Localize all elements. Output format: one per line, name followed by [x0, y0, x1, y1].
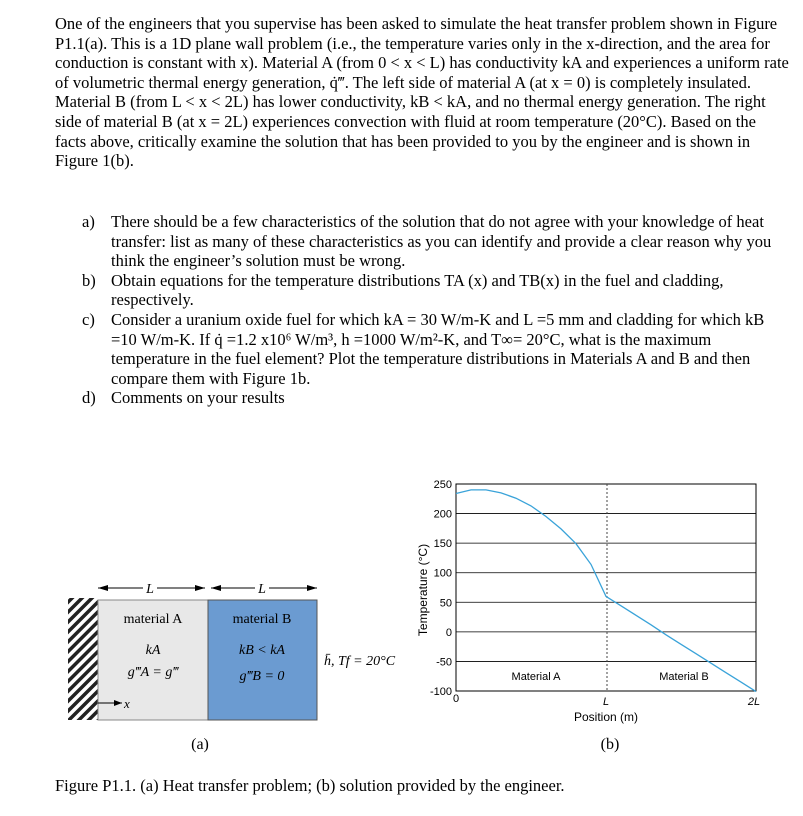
question-text: There should be a few characteristics of the solution that do not agree with your knowledge of heat transfer: list as many of these characteristics as you can identify and provide a clear reason why you think the engineer’s solution must be wrong. — [111, 212, 772, 271]
y-tick-label: -50 — [436, 656, 452, 669]
question-label: a) — [82, 212, 95, 231]
k-a-label: kA — [145, 643, 161, 658]
y-tick-label: 50 — [439, 597, 452, 610]
region-label-b: Material B — [659, 671, 709, 683]
question-label: d) — [82, 388, 96, 408]
panel-label-a: (a) — [191, 736, 209, 753]
material-a-label: material A — [123, 612, 183, 627]
x-tick-label: 2L — [747, 696, 761, 708]
x-tick-label: L — [602, 696, 610, 708]
question-item — [82, 310, 788, 388]
plot-frame — [456, 484, 756, 691]
x-axis-ticks — [453, 693, 760, 708]
convection-label: h̄, Tf = 20°C — [324, 654, 396, 669]
x-tick-label: 0 — [452, 693, 460, 705]
insulated-wall-hatch — [68, 598, 98, 720]
dim-arrow-right-icon — [195, 585, 205, 591]
gen-b-label: g‴B = 0 — [239, 669, 285, 684]
diagram-a — [68, 580, 396, 753]
material-b-label: material B — [232, 612, 292, 627]
y-axis-title: Temperature (°C) — [416, 543, 430, 637]
question-list — [82, 212, 788, 408]
question-item — [82, 388, 788, 408]
dim-arrow-left-icon — [98, 585, 108, 591]
question-text: Obtain equations for the temperature distributions TA (x) and TB(x) in the fuel and cladding, respectively. — [111, 270, 724, 310]
dim-label-b: L — [258, 582, 266, 597]
question-label: b) — [82, 270, 96, 290]
y-tick-label: 150 — [433, 538, 452, 551]
problem-statement — [55, 14, 790, 171]
y-tick-label: 100 — [433, 567, 452, 580]
question-item — [82, 212, 788, 271]
y-tick-label: 200 — [433, 508, 452, 521]
figure-p1-1 — [0, 440, 803, 770]
problem-intro: One of the engineers that you supervise has been asked to simulate the heat transfer problem shown in Figure P1.1(a). This is a 1D plane wall problem (i.e., the temperature varies only in the x-direction, and the area for conduction is constant with x). Material A (from 0 < x < L) has conductivity kA and experiences a uniform rate of volumetric thermal energy generation, q̇‴. The left side of material A (at x = 0) is completely insulated. Material B (from L < x < 2L) has lower conductivity, kB < kA, and no thermal energy generation. The right side of material B (at x = 2L) experiences convection with fluid at room temperature (20°C). Based on the facts above, critically examine the solution that has been provided to you by the engineer and is shown in Figure 1(b). — [55, 14, 789, 171]
region-label-a: Material A — [511, 671, 561, 683]
dim-arrow-left-icon — [211, 585, 221, 591]
question-text: Comments on your results — [111, 388, 285, 408]
chart-grid — [456, 484, 756, 691]
x-axis-label: x — [124, 696, 130, 711]
panel-label-b: (b) — [600, 736, 620, 753]
question-item — [82, 271, 788, 310]
question-text: Consider a uranium oxide fuel for which kA = 30 W/m-K and L =5 mm and cladding for which kB =10 W/m-K. If q̇ =1.2 x10⁶ W/m³, h =1000 W/m²-K, and T∞= 20°C, what is the maximum temperature in the fuel element? Plot the temperature distributions in Materials A and B and then compare them with Figure 1b. — [111, 309, 765, 388]
y-tick-label: 250 — [433, 479, 452, 491]
dim-label-a: L — [146, 582, 154, 597]
x-axis-title: Position (m) — [573, 710, 639, 724]
dim-arrow-right-icon — [307, 585, 317, 591]
y-tick-label: -100 — [429, 686, 452, 698]
y-tick-label: 0 — [445, 626, 452, 639]
y-axis-ticks — [430, 479, 452, 698]
question-label: c) — [82, 309, 95, 329]
gen-a-label: g‴A = g‴ — [127, 665, 179, 680]
chart-b — [416, 479, 760, 753]
figure-caption: Figure P1.1. (a) Heat transfer problem; (b) solution provided by the engineer. — [55, 776, 565, 795]
k-b-label: kB < kA — [239, 643, 285, 658]
